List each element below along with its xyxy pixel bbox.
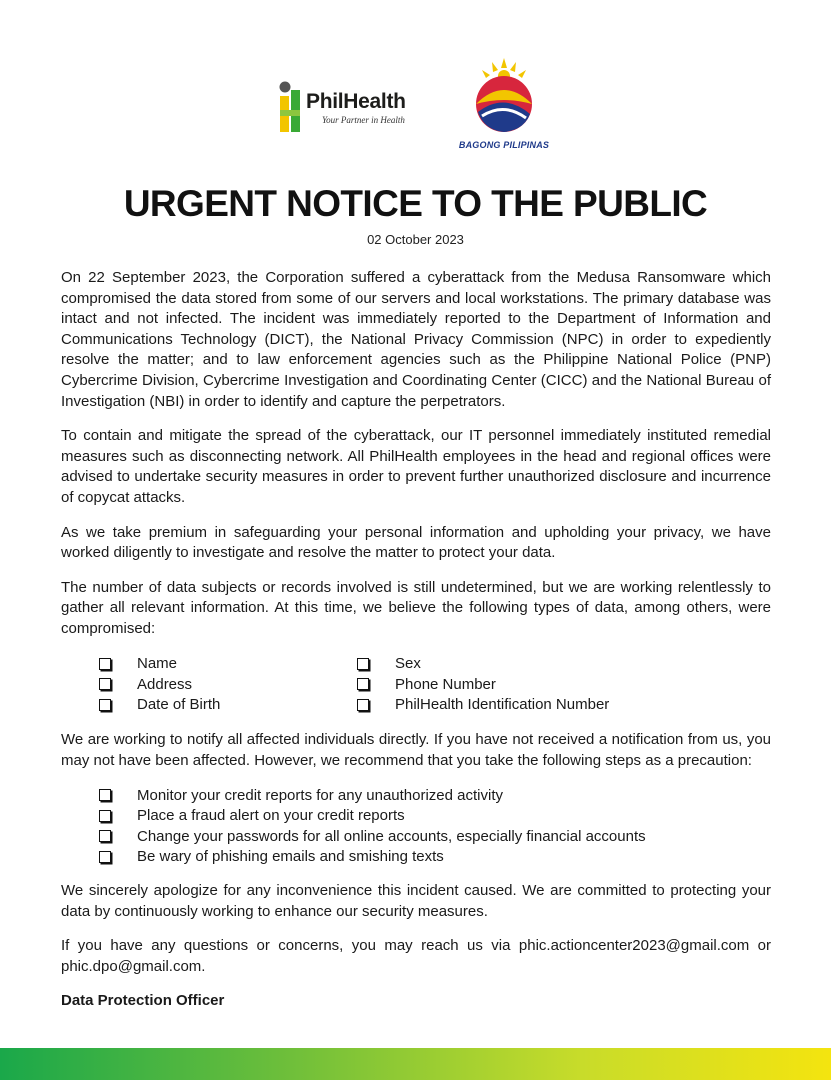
compromised-data-right <box>357 654 609 716</box>
philhealth-mark-icon <box>276 80 310 136</box>
checkbox-icon <box>99 699 111 711</box>
compromised-data-list <box>61 654 771 716</box>
compromised-data-left <box>99 654 357 716</box>
data-type-label: Phone Number <box>395 675 496 693</box>
list-item <box>99 695 357 716</box>
bagong-pilipinas-text: BAGONG PILIPINAS <box>458 140 550 150</box>
signature: Data Protection Officer <box>61 991 225 1009</box>
precaution-steps-list <box>61 785 771 867</box>
step-label: Monitor your credit reports for any unauthorized activity <box>137 786 503 804</box>
paragraph-apology: We sincerely apologize for any inconvenience this incident caused. We are committed to protecting your data by continuously working to enhance our security measures. <box>61 882 771 920</box>
list-item <box>357 654 609 675</box>
checkbox-icon <box>99 830 111 842</box>
list-item <box>99 806 771 827</box>
notice-body <box>61 268 771 1009</box>
bagong-pilipinas-emblem-icon <box>464 56 544 136</box>
notice-title: URGENT NOTICE TO THE PUBLIC <box>123 183 708 224</box>
checkbox-icon <box>99 851 111 863</box>
checkbox-icon <box>357 699 369 711</box>
paragraph-contact: If you have any questions or concerns, you may reach us via phic.actioncenter2023@gmail.com or phic.dpo@gmail.com. <box>61 937 771 975</box>
checkbox-icon <box>99 678 111 690</box>
footer-gradient-bar <box>0 1048 831 1080</box>
checkbox-icon <box>357 678 369 690</box>
data-type-label: Sex <box>395 655 421 673</box>
notice-date: 02 October 2023 <box>367 232 464 247</box>
list-item <box>99 654 357 675</box>
checkbox-icon <box>99 810 111 822</box>
philhealth-tagline: Your Partner in Health <box>322 115 405 125</box>
list-item <box>99 847 771 868</box>
list-item <box>99 785 771 806</box>
bagong-pilipinas-logo <box>452 56 556 156</box>
header-logos <box>0 56 831 156</box>
paragraph-notification: We are working to notify all affected individuals directly. If you have not received a notification from us, you may not have been affected. However, we recommend that you take the following steps as a precaution: <box>61 731 771 769</box>
paragraph-containment: To contain and mitigate the spread of the cyberattack, our IT personnel immediately instituted remedial measures such as disconnecting network. All PhilHealth employees in the head and regional offices were advised to undertake security measures in order to prevent further unauthorized disclosure and incurrence of copycat attacks. <box>61 427 771 506</box>
paragraph-privacy: As we take premium in safeguarding your personal information and upholding your privacy, we have worked diligently to investigate and resolve the matter to protect your data. <box>61 523 771 562</box>
philhealth-logo <box>276 80 436 136</box>
data-type-label: Date of Birth <box>137 696 221 714</box>
data-type-label: PhilHealth Identification Number <box>395 696 610 714</box>
paragraph-incident: On 22 September 2023, the Corporation suffered a cyberattack from the Medusa Ransomware which compromised the data stored from some of our servers and local workstations. The primary database was intact and not infected. The incident was immediately reported to the Department of Information and Communications Technology (DICT), the National Privacy Commission (NPC) in order to expediently resolve the matter; and to law enforcement agencies such as the Philippine National Police (PNP) Cybercrime Division, Cybercrime Investigation and Coordinating Center (CICC) and the National Bureau of Investigation (NBI) in order to identify and capture the perpetrators. <box>61 269 771 410</box>
data-type-label: Address <box>137 675 193 693</box>
philhealth-name: PhilHealth <box>306 90 406 113</box>
list-item <box>99 674 357 695</box>
checkbox-icon <box>357 658 369 670</box>
list-item <box>99 826 771 847</box>
paragraph-data-subjects: The number of data subjects or records involved is still undetermined, but we are working relentlessly to gather all relevant information. At this time, we believe the following types of data, among others, were compromised: <box>61 578 771 637</box>
list-item <box>357 674 609 695</box>
step-label: Place a fraud alert on your credit reports <box>137 807 405 825</box>
checkbox-icon <box>99 658 111 670</box>
list-item <box>357 695 609 716</box>
checkbox-icon <box>99 789 111 801</box>
data-type-label: Name <box>137 655 178 673</box>
step-label: Change your passwords for all online accounts, especially financial accounts <box>137 827 646 845</box>
step-label: Be wary of phishing emails and smishing texts <box>137 848 444 866</box>
